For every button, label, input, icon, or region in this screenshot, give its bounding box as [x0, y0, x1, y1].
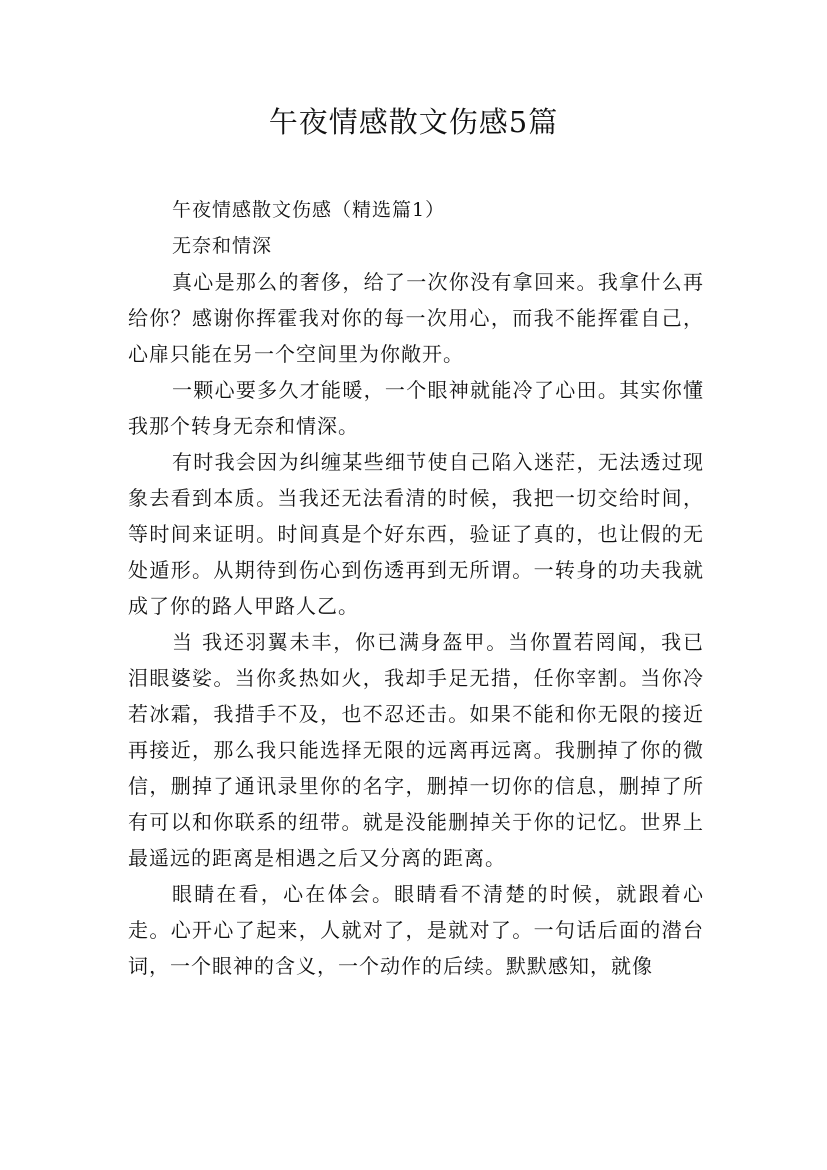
paragraph: 眼睛在看，心在体会。眼睛看不清楚的时候，就跟着心走。心开心了起来，人就对了，是就对了。一句话后面的潜台词，一个眼神的含义，一个动作的后续。默默感知，就像 — [128, 882, 704, 978]
subheading: 无奈和情深 — [172, 235, 273, 257]
document-title: 午夜情感散文伤感5篇 — [268, 105, 559, 139]
paragraph: 有时我会因为纠缠某些细节使自己陷入迷茫，无法透过现象去看到本质。当我还无法看清的时候，我把一切交给时间，等时间来证明。时间真是个好东西，验证了真的，也让假的无处遁形。从期待到伤心到伤透再到无所谓。一转身的功夫我就成了你的路人甲路人乙。 — [128, 450, 704, 618]
paragraph: 当 我还羽翼未丰，你已满身盔甲。当你置若罔闻，我已泪眼婆娑。当你炙热如火，我却手足无措，任你宰割。当你冷若冰霜，我措手不及，也不忍还击。如果不能和你无限的接近再接近，那么我只能选择无限的远离再远离。我删掉了你的微信，删掉了通讯录里你的名字，删掉一切你的信息，删掉了所有可以和你联系的纽带。就是没能删掉关于你的记忆。世界上最遥远的距离是相遇之后又分离的距离。 — [128, 630, 704, 870]
section-heading: 午夜情感散文伤感（精选篇1） — [172, 199, 446, 221]
document-body — [128, 192, 704, 984]
paragraph: 真心是那么的奢侈，给了一次你没有拿回来。我拿什么再给你？感谢你挥霍我对你的每一次用心，而我不能挥霍自己，心扉只能在另一个空间里为你敞开。 — [128, 270, 704, 366]
paragraph: 一颗心要多久才能暖，一个眼神就能冷了心田。其实你懂我那个转身无奈和情深。 — [128, 378, 704, 438]
